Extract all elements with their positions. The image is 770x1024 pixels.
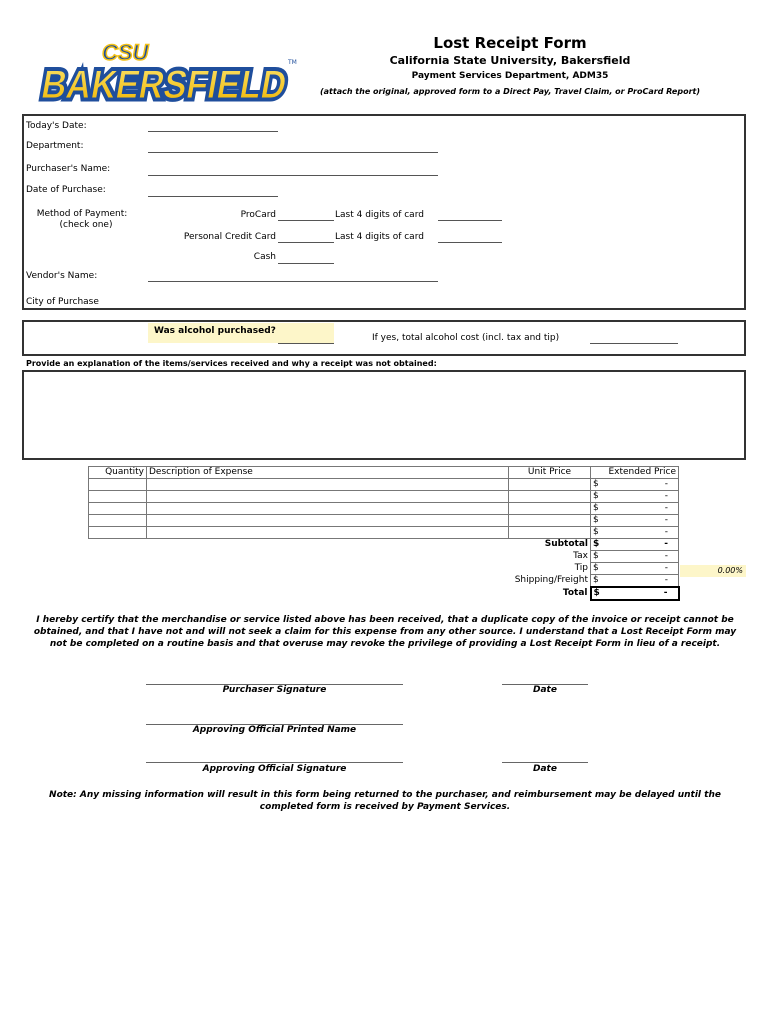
total-label: Total xyxy=(562,588,588,598)
purchaser-name-field[interactable] xyxy=(148,175,438,176)
attach-instruction: (attach the original, approved form to a Direct Pay, Travel Claim, or ProCard Report) xyxy=(319,87,701,96)
table-row[interactable] xyxy=(89,503,679,515)
currency-symbol: $ xyxy=(593,563,599,573)
currency-symbol: $ xyxy=(593,503,599,513)
personal-card-check-field[interactable] xyxy=(278,242,334,243)
approving-signature-line[interactable] xyxy=(146,762,403,763)
extended-price-value: - xyxy=(664,503,668,513)
description-cell[interactable] xyxy=(147,479,509,491)
currency-symbol: $ xyxy=(593,527,599,537)
subtotal-row xyxy=(89,539,679,551)
csu-bakersfield-logo xyxy=(36,40,298,106)
currency-symbol: $ xyxy=(593,491,599,501)
approving-name-label: Approving Official Printed Name xyxy=(192,725,357,735)
header-quantity: Quantity xyxy=(89,467,147,479)
personal-card-last4-field[interactable] xyxy=(438,242,502,243)
subtotal-value: - xyxy=(664,539,668,549)
svg-text:TM: TM xyxy=(288,59,297,66)
unit-price-cell[interactable] xyxy=(509,515,591,527)
check-one-label: (check one) xyxy=(59,220,113,230)
alcohol-answer-field[interactable] xyxy=(278,343,334,344)
currency-symbol: $ xyxy=(593,551,599,561)
quantity-cell[interactable] xyxy=(89,491,147,503)
last4-label-procard: Last 4 digits of card xyxy=(335,210,424,220)
vendor-name-field[interactable] xyxy=(148,281,438,282)
cash-check-field[interactable] xyxy=(278,263,334,264)
date-line-2[interactable] xyxy=(502,762,588,763)
table-header-row xyxy=(89,467,679,479)
expense-table xyxy=(88,466,680,601)
tip-percent[interactable]: 0.00% xyxy=(680,565,746,577)
extended-price-value: - xyxy=(664,515,668,525)
date-of-purchase-label: Date of Purchase: xyxy=(26,185,106,195)
description-cell[interactable] xyxy=(147,515,509,527)
header-extended-price: Extended Price xyxy=(591,467,679,479)
purchaser-signature-label: Purchaser Signature xyxy=(222,685,327,695)
tip-value[interactable]: - xyxy=(664,563,668,573)
last4-label-personal: Last 4 digits of card xyxy=(335,232,424,242)
unit-price-cell[interactable] xyxy=(509,491,591,503)
table-row[interactable] xyxy=(89,527,679,539)
tip-label: Tip xyxy=(574,563,588,573)
shipping-label: Shipping/Freight xyxy=(514,575,588,586)
table-row[interactable] xyxy=(89,479,679,491)
alcohol-question: Was alcohol purchased? xyxy=(148,323,334,343)
todays-date-field[interactable] xyxy=(148,131,278,132)
shipping-row xyxy=(89,575,679,588)
description-cell[interactable] xyxy=(147,527,509,539)
city-of-purchase-label: City of Purchase xyxy=(26,297,99,307)
department-label: Department: xyxy=(26,141,84,151)
unit-price-cell[interactable] xyxy=(509,527,591,539)
approving-signature-label: Approving Official Signature xyxy=(202,764,347,774)
quantity-cell[interactable] xyxy=(89,503,147,515)
department-field[interactable] xyxy=(148,152,438,153)
quantity-cell[interactable] xyxy=(89,527,147,539)
missing-info-note: Note: Any missing information will result in this form being returned to the purchaser, and reimbursement may be delayed until the completed form is received by Payment Services. xyxy=(49,790,721,812)
tax-row xyxy=(89,551,679,563)
personal-credit-card-label: Personal Credit Card xyxy=(183,232,276,242)
extended-price-value: - xyxy=(664,491,668,501)
university-name: California State University, Bakersfield xyxy=(389,54,631,67)
svg-text:BAKERSFIELD: BAKERSFIELD xyxy=(38,62,298,106)
table-row[interactable] xyxy=(89,515,679,527)
form-title: Lost Receipt Form xyxy=(433,34,587,52)
shipping-value[interactable]: - xyxy=(664,575,668,585)
tip-row xyxy=(89,563,679,575)
purchaser-name-label: Purchaser's Name: xyxy=(26,164,111,174)
explanation-label: Provide an explanation of the items/services received and why a receipt was not obtained: xyxy=(26,359,437,368)
quantity-cell[interactable] xyxy=(89,515,147,527)
tax-label: Tax xyxy=(573,551,588,561)
method-of-payment-label: Method of Payment: xyxy=(36,209,128,219)
total-value: - xyxy=(663,588,668,598)
unit-price-cell[interactable] xyxy=(509,503,591,515)
currency-symbol: $ xyxy=(593,588,600,598)
cash-label: Cash xyxy=(253,252,276,262)
description-cell[interactable] xyxy=(147,491,509,503)
currency-symbol: $ xyxy=(593,515,599,525)
currency-symbol: $ xyxy=(593,575,599,585)
logo-csu-text: CSU xyxy=(102,40,149,65)
unit-price-cell[interactable] xyxy=(509,479,591,491)
total-row xyxy=(89,587,679,600)
procard-check-field[interactable] xyxy=(278,220,334,221)
todays-date-label: Today's Date: xyxy=(26,121,87,131)
quantity-cell[interactable] xyxy=(89,479,147,491)
extended-price-value: - xyxy=(664,527,668,537)
date-label-1: Date xyxy=(533,685,557,695)
header-unit-price: Unit Price xyxy=(509,467,591,479)
table-row[interactable] xyxy=(89,491,679,503)
svg-text:BAKERSFIELD: BAKERSFIELD xyxy=(38,62,298,106)
department-name: Payment Services Department, ADM35 xyxy=(411,71,609,81)
tax-value[interactable]: - xyxy=(664,551,668,561)
date-of-purchase-field[interactable] xyxy=(148,196,278,197)
header-description: Description of Expense xyxy=(147,467,509,479)
subtotal-label: Subtotal xyxy=(544,539,588,550)
description-cell[interactable] xyxy=(147,503,509,515)
currency-symbol: $ xyxy=(593,479,599,489)
procard-last4-field[interactable] xyxy=(438,220,502,221)
currency-symbol: $ xyxy=(593,539,600,549)
vendor-name-label: Vendor's Name: xyxy=(26,271,98,281)
date-label-2: Date xyxy=(533,764,557,774)
alcohol-total-field[interactable] xyxy=(590,343,678,344)
explanation-textarea[interactable] xyxy=(22,370,746,460)
alcohol-total-label: If yes, total alcohol cost (incl. tax and tip) xyxy=(372,333,560,343)
certification-text: I hereby certify that the merchandise or service listed above has been received, that a duplicate copy of the invoice or receipt cannot be obtained, and that I have not and will not seek a claim for this expense from any other source. I understand that a Lost Receipt Form may not be completed on a routine basis and that overuse may revoke the privilege of providing a Lost Receipt Form in lieu of a receipt. xyxy=(33,615,737,649)
procard-label: ProCard xyxy=(240,210,276,220)
extended-price-value: - xyxy=(664,479,668,489)
